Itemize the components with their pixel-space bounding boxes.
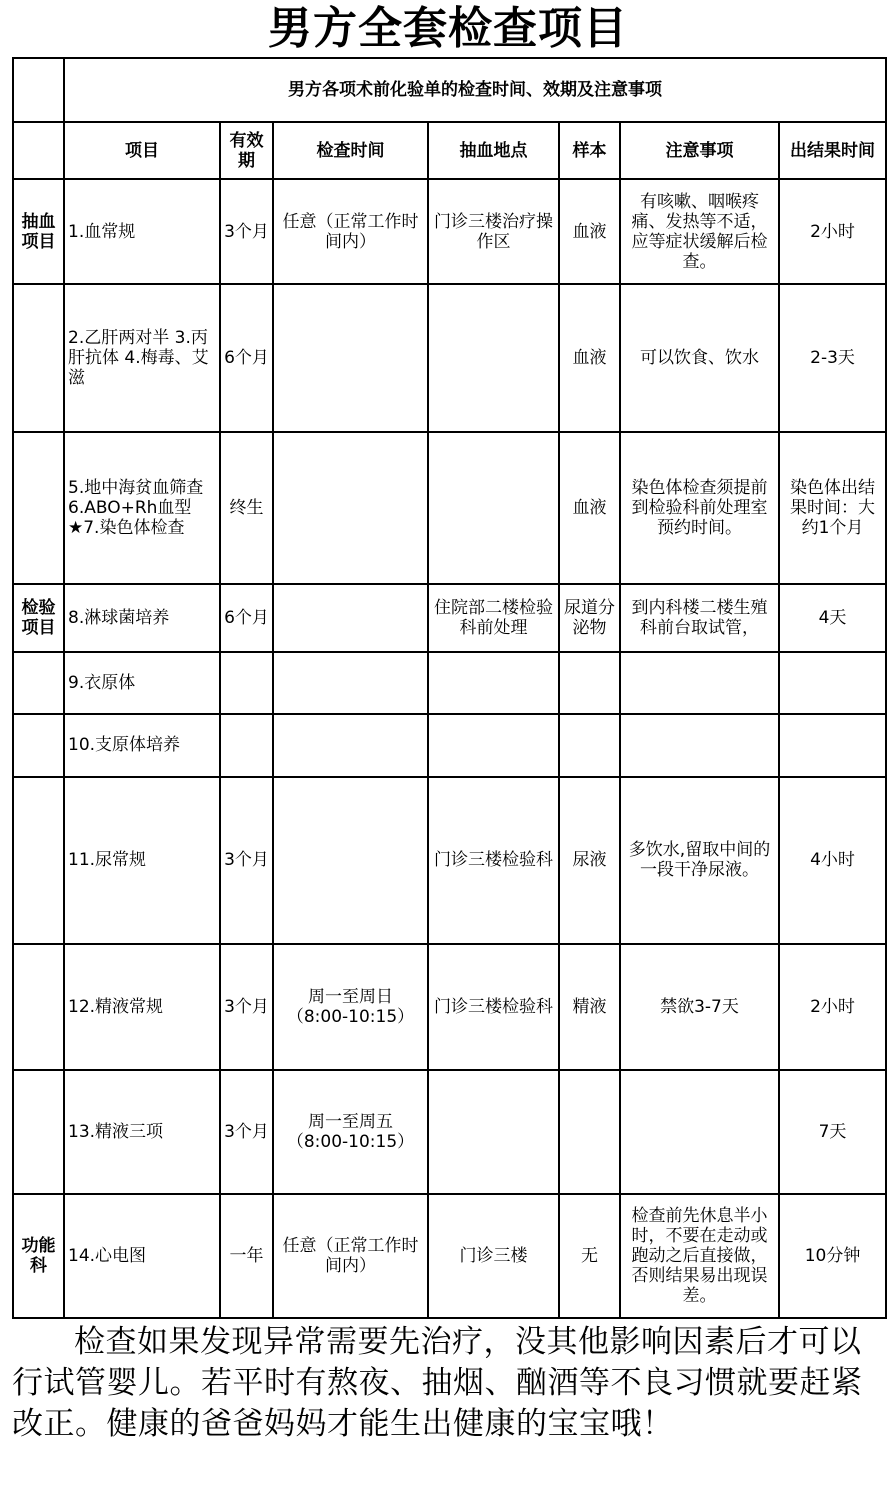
location-cell <box>428 714 559 776</box>
time-cell <box>273 652 428 714</box>
result-cell: 2小时 <box>779 179 886 284</box>
result-cell <box>779 714 886 776</box>
location-cell: 住院部二楼检验科前处理 <box>428 584 559 652</box>
col-header-notes: 注意事项 <box>620 122 779 179</box>
location-cell: 门诊三楼检验科 <box>428 777 559 944</box>
category-blank-cell <box>13 1070 64 1194</box>
result-cell <box>779 652 886 714</box>
time-cell <box>273 584 428 652</box>
exam-table <box>12 57 887 1319</box>
table-row <box>13 714 886 776</box>
result-cell: 7天 <box>779 1070 886 1194</box>
col-header-location: 抽血地点 <box>428 122 559 179</box>
col-header-result: 出结果时间 <box>779 122 886 179</box>
result-cell: 2-3天 <box>779 284 886 432</box>
col-header-time: 检查时间 <box>273 122 428 179</box>
item-cell: 2.乙肝两对半 3.丙肝抗体 4.梅毒、艾滋 <box>64 284 220 432</box>
item-cell: 14.心电图 <box>64 1194 220 1318</box>
time-cell: 周一至周五 （8:00-10:15） <box>273 1070 428 1194</box>
location-cell: 门诊三楼 <box>428 1194 559 1318</box>
validity-cell: 3个月 <box>220 944 273 1070</box>
notes-cell: 有咳嗽、咽喉疼痛、发热等不适，应等症状缓解后检查。 <box>620 179 779 284</box>
notes-cell <box>620 1070 779 1194</box>
time-cell: 任意（正常工作时间内） <box>273 179 428 284</box>
notes-cell <box>620 714 779 776</box>
table-subtitle: 男方各项术前化验单的检查时间、效期及注意事项 <box>64 58 886 122</box>
validity-cell <box>220 652 273 714</box>
result-cell: 4小时 <box>779 777 886 944</box>
notes-cell: 可以饮食、饮水 <box>620 284 779 432</box>
item-cell: 11.尿常规 <box>64 777 220 944</box>
table-row <box>13 179 886 284</box>
table-row <box>13 652 886 714</box>
sample-cell: 血液 <box>559 432 620 584</box>
item-cell: 10.支原体培养 <box>64 714 220 776</box>
header-blank-cell <box>13 122 64 179</box>
item-cell: 9.衣原体 <box>64 652 220 714</box>
sample-cell: 无 <box>559 1194 620 1318</box>
time-cell <box>273 777 428 944</box>
table-row <box>13 777 886 944</box>
item-cell: 12.精液常规 <box>64 944 220 1070</box>
item-cell: 1.血常规 <box>64 179 220 284</box>
sample-cell <box>559 714 620 776</box>
sample-cell: 尿道分泌物 <box>559 584 620 652</box>
col-header-sample: 样本 <box>559 122 620 179</box>
notes-cell: 到内科楼二楼生殖科前台取试管， <box>620 584 779 652</box>
category-blank-cell <box>13 944 64 1070</box>
table-row <box>13 944 886 1070</box>
validity-cell: 6个月 <box>220 584 273 652</box>
sample-cell <box>559 652 620 714</box>
sample-cell <box>559 1070 620 1194</box>
table-row <box>13 432 886 584</box>
category-lab: 检验项目 <box>13 584 64 652</box>
page-title: 男方全套检查项目 <box>268 3 628 54</box>
result-cell: 4天 <box>779 584 886 652</box>
result-cell: 10分钟 <box>779 1194 886 1318</box>
footer-note: 检查如果发现异常需要先治疗，没其他影响因素后才可以行试管婴儿。若平时有熬夜、抽烟、酗酒等不良习惯就要赶紧改正。健康的爸爸妈妈才能生出健康的宝宝哦！ <box>12 1324 863 1442</box>
sample-cell: 精液 <box>559 944 620 1070</box>
validity-cell: 3个月 <box>220 1070 273 1194</box>
category-blank-cell <box>13 284 64 432</box>
notes-cell: 染色体检查须提前到检验科前处理室预约时间。 <box>620 432 779 584</box>
validity-cell: 一年 <box>220 1194 273 1318</box>
time-cell: 任意（正常工作时间内） <box>273 1194 428 1318</box>
table-row <box>13 584 886 652</box>
category-function: 功能科 <box>13 1194 64 1318</box>
location-cell: 门诊三楼治疗操作区 <box>428 179 559 284</box>
result-cell: 2小时 <box>779 944 886 1070</box>
header-row <box>13 122 886 179</box>
notes-cell <box>620 652 779 714</box>
category-blank-cell <box>13 432 64 584</box>
item-cell: 8.淋球菌培养 <box>64 584 220 652</box>
col-header-validity: 有效期 <box>220 122 273 179</box>
time-cell: 周一至周日 （8:00-10:15） <box>273 944 428 1070</box>
sample-cell: 尿液 <box>559 777 620 944</box>
validity-cell <box>220 714 273 776</box>
sample-cell: 血液 <box>559 179 620 284</box>
location-cell <box>428 652 559 714</box>
location-cell: 门诊三楼检验科 <box>428 944 559 1070</box>
item-cell: 5.地中海贫血筛查 6.ABO+Rh血型 ★7.染色体检查 <box>64 432 220 584</box>
result-cell: 染色体出结果时间：大约1个月 <box>779 432 886 584</box>
location-cell <box>428 284 559 432</box>
time-cell <box>273 284 428 432</box>
category-blank-cell <box>13 652 64 714</box>
category-blank-cell <box>13 714 64 776</box>
corner-cell <box>13 58 64 122</box>
time-cell <box>273 714 428 776</box>
notes-cell: 检查前先休息半小时，不要在走动或跑动之后直接做，否则结果易出现误差。 <box>620 1194 779 1318</box>
validity-cell: 3个月 <box>220 777 273 944</box>
table-row <box>13 1194 886 1318</box>
notes-cell: 禁欲3-7天 <box>620 944 779 1070</box>
category-blood: 抽血项目 <box>13 179 64 284</box>
location-cell <box>428 1070 559 1194</box>
item-cell: 13.精液三项 <box>64 1070 220 1194</box>
validity-cell: 6个月 <box>220 284 273 432</box>
subtitle-row <box>13 58 886 122</box>
location-cell <box>428 432 559 584</box>
validity-cell: 终生 <box>220 432 273 584</box>
notes-cell: 多饮水,留取中间的一段干净尿液。 <box>620 777 779 944</box>
time-cell <box>273 432 428 584</box>
sample-cell: 血液 <box>559 284 620 432</box>
category-blank-cell <box>13 777 64 944</box>
table-row <box>13 1070 886 1194</box>
table-row <box>13 284 886 432</box>
validity-cell: 3个月 <box>220 179 273 284</box>
col-header-item: 项目 <box>64 122 220 179</box>
